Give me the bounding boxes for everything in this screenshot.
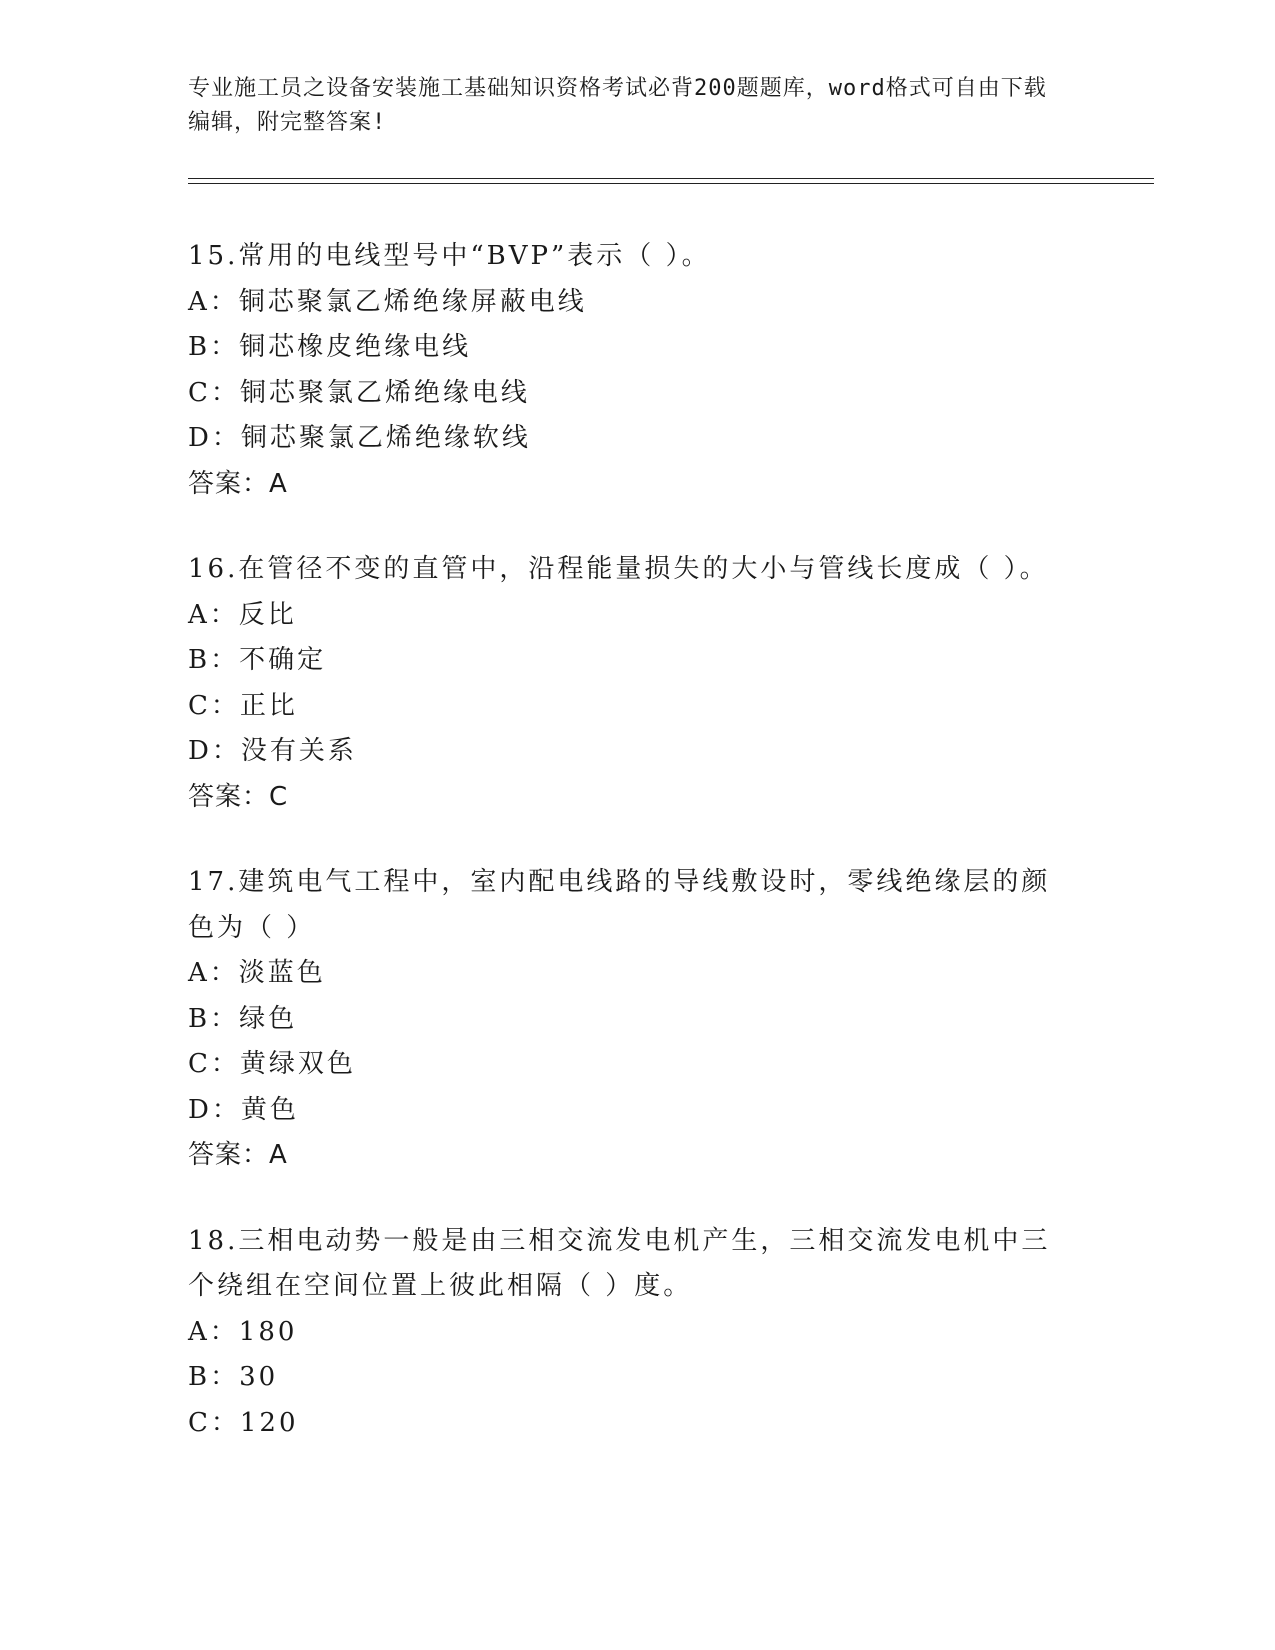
option-a: A：淡蓝色 xyxy=(188,958,326,988)
option-b: B：绿色 xyxy=(188,1003,298,1034)
option-a: A：180 xyxy=(188,1316,298,1347)
option-d: D：铜芯聚氯乙烯绝缘软线 xyxy=(188,423,531,453)
answer-line: 答案：A xyxy=(188,1140,288,1170)
question-stem: 18.三相电动势一般是由三相交流发电机产生，三相交流发电机中三个绕组在空间位置上彼此相隔（ ）度。 xyxy=(188,1225,1051,1301)
question-stem: 15.常用的电线型号中“BVP”表示（ ）。 xyxy=(188,241,711,271)
question-stem: 16.在管径不变的直管中，沿程能量损失的大小与管线长度成（ ）。 xyxy=(188,554,1049,584)
header-divider-top xyxy=(188,178,1154,179)
answer-line: 答案：C xyxy=(188,781,289,812)
option-b: B：不确定 xyxy=(188,645,327,675)
question-list xyxy=(188,234,1088,1486)
option-c: C：铜芯聚氯乙烯绝缘电线 xyxy=(188,377,530,408)
document-header-note: 专业施工员之设备安装施工基础知识资格考试必背200题题库，word格式可自由下载编辑，附完整答案! xyxy=(188,76,1047,135)
option-a: A：反比 xyxy=(188,599,297,630)
option-d: D：没有关系 xyxy=(188,736,357,766)
question-item xyxy=(188,234,1088,507)
question-item xyxy=(188,860,1088,1179)
option-c: C：黄绿双色 xyxy=(188,1049,356,1079)
option-d: D：黄色 xyxy=(188,1094,299,1125)
header-divider-bottom xyxy=(188,183,1154,184)
question-stem: 17.建筑电气工程中，室内配电线路的导线敷设时，零线绝缘层的颜色为（ ） xyxy=(188,867,1051,943)
answer-line: 答案：A xyxy=(188,468,288,499)
option-b: B：30 xyxy=(188,1362,279,1392)
option-b: B：铜芯橡皮绝缘电线 xyxy=(188,332,472,362)
question-item xyxy=(188,1219,1088,1447)
question-item xyxy=(188,547,1088,820)
option-c: C：120 xyxy=(188,1407,299,1438)
option-c: C：正比 xyxy=(188,690,298,721)
option-a: A：铜芯聚氯乙烯绝缘屏蔽电线 xyxy=(188,286,587,317)
